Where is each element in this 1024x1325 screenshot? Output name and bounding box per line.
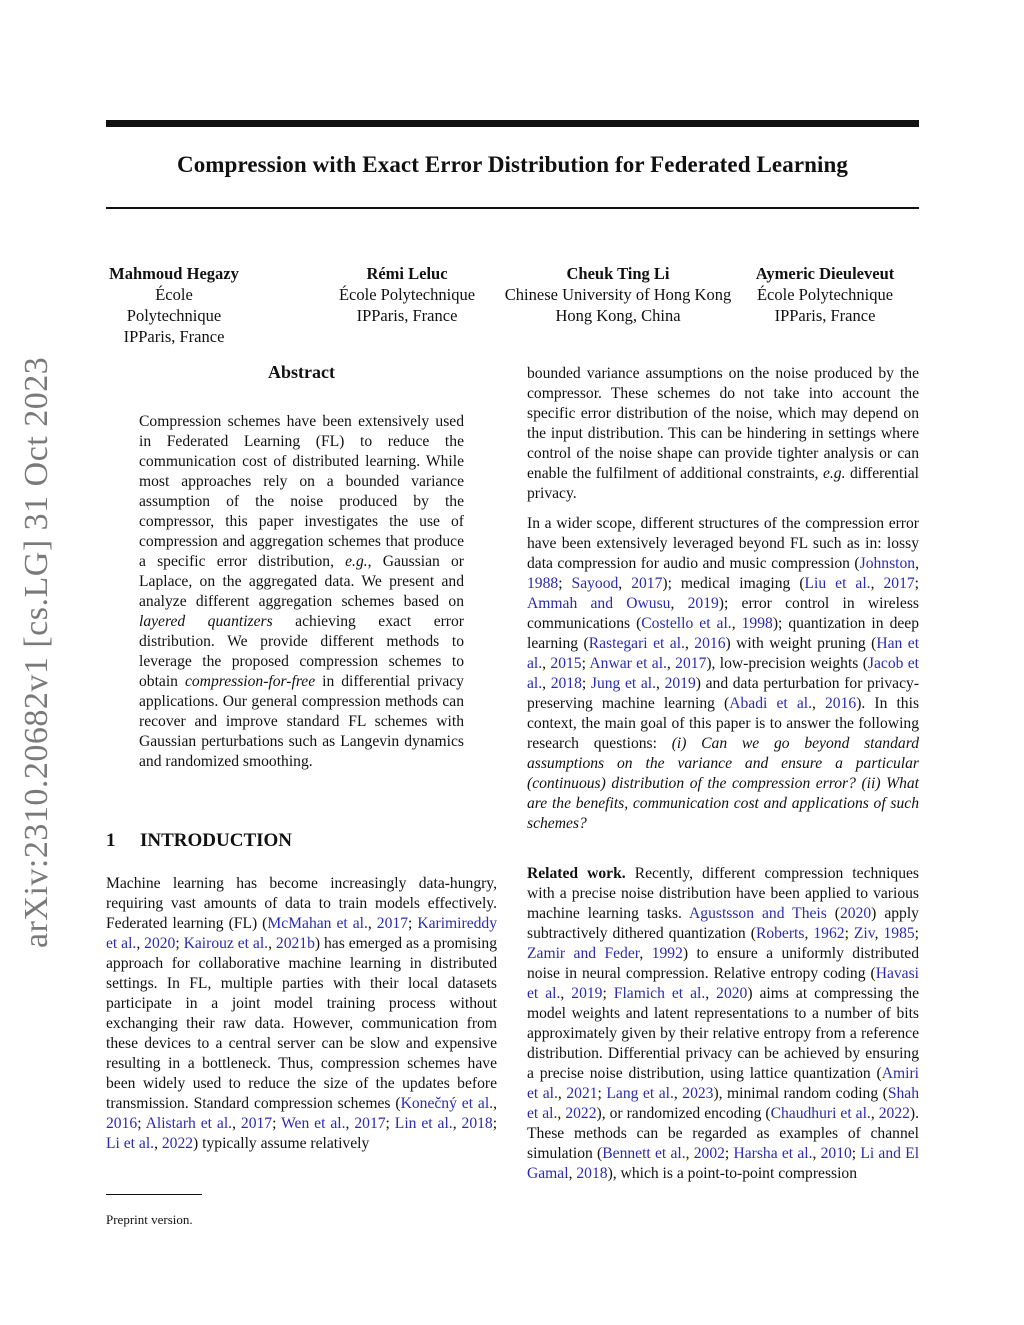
text-run: , bbox=[136, 935, 145, 952]
text-run: differential privacy. bbox=[527, 465, 919, 502]
text-run: ) has emerged as a promising approach for collaborative machine learning in distributed settings. In FL, multiple parties with their local datasets participate in a joint model training process without exchanging their raw data. However, communication from these devices to a central server can be slow and expensive resulting in a bottleneck. Thus, compression schemes have been widely used to reduce the size of the updates before transmission. Standard compression schemes ( bbox=[106, 935, 498, 1112]
text-run: ), minimal random coding ( bbox=[713, 1085, 888, 1102]
author-block-3 bbox=[493, 263, 743, 326]
text-run: ; bbox=[492, 1115, 498, 1132]
text-run: achieving exact error distribution. We provide different methods to leverage the proposed compression schemes to obtain bbox=[139, 613, 464, 690]
text-run: ( bbox=[826, 905, 840, 922]
citation-link[interactable]: 2002 bbox=[693, 1145, 725, 1162]
text-run: , bbox=[731, 615, 742, 632]
text-run: Recently, different compression techniques with a precise noise distribution have been applied to various machine learning tasks. bbox=[527, 865, 919, 922]
citation-link[interactable]: Harsha et al. bbox=[733, 1145, 813, 1162]
citation-link[interactable]: Ammah and Owusu bbox=[527, 595, 671, 612]
run-in-heading: Related work. bbox=[527, 865, 626, 882]
citation-link[interactable]: 2017 bbox=[675, 655, 707, 672]
text-run: , bbox=[705, 985, 717, 1002]
text-run: ); medical imaging ( bbox=[662, 575, 805, 592]
emphasis-text: e.g. bbox=[822, 465, 846, 482]
section-title: INTRODUCTION bbox=[140, 830, 293, 851]
text-run: , bbox=[804, 925, 814, 942]
citation-link[interactable]: 2016 bbox=[106, 1115, 138, 1132]
text-run: ) and data perturbation for privacy-preserving machine learning ( bbox=[527, 675, 920, 712]
text-run: ; bbox=[844, 925, 854, 942]
text-run: bounded variance assumptions on the noise produced by the compressor. These schemes do not take into account the specific error distribution of the noise, which may depend on the input distribution. This can be hindering in settings where control of the noise shape can provide tighter analysis or can enable the fulfilment of additional constraints, bbox=[527, 365, 919, 482]
text-run: ; bbox=[581, 675, 591, 692]
text-run: ; bbox=[385, 1115, 395, 1132]
text-run: ), or randomized encoding ( bbox=[596, 1105, 771, 1122]
citation-link[interactable]: 2016 bbox=[694, 635, 726, 652]
section-number: 1 bbox=[106, 830, 116, 851]
text-run: , bbox=[452, 1115, 462, 1132]
citation-link[interactable]: 2021 bbox=[566, 1085, 598, 1102]
text-run: ; bbox=[602, 985, 614, 1002]
text-run: ) apply subtractively dithered quantization ( bbox=[527, 905, 919, 942]
citation-link[interactable]: 2017 bbox=[240, 1115, 273, 1132]
citation-link[interactable]: Zamir and Feder bbox=[527, 945, 640, 962]
citation-link[interactable]: Jung et al. bbox=[590, 675, 657, 692]
citation-link[interactable]: 2010 bbox=[820, 1145, 852, 1162]
text-run: ; bbox=[724, 1145, 734, 1162]
citation-link[interactable]: 2022 bbox=[878, 1105, 910, 1122]
citation-link[interactable]: 2017 bbox=[354, 1115, 386, 1132]
citation-link[interactable]: Johnston bbox=[859, 555, 916, 572]
author-block-1 bbox=[106, 263, 242, 347]
citation-link[interactable]: 2017 bbox=[631, 575, 663, 592]
title-bottom-rule bbox=[106, 207, 919, 209]
author-block-2 bbox=[333, 263, 481, 326]
citation-link[interactable]: 1985 bbox=[883, 925, 915, 942]
emphasis-text: layered quantizers bbox=[139, 613, 273, 630]
abstract-text bbox=[139, 412, 464, 772]
text-run: , bbox=[870, 1105, 879, 1122]
citation-link[interactable]: Sayood bbox=[571, 575, 619, 592]
text-run: ), low-precision weights ( bbox=[706, 655, 868, 672]
citation-link[interactable]: Costello et al. bbox=[641, 615, 732, 632]
text-run: , bbox=[670, 595, 688, 612]
author-name: Rémi Leluc bbox=[366, 264, 448, 283]
text-run: , bbox=[345, 1115, 355, 1132]
text-run: ; bbox=[597, 1085, 607, 1102]
text-run: , bbox=[811, 695, 825, 712]
citation-link[interactable]: Havasi et al. bbox=[527, 965, 919, 1002]
text-run: ) aims at compressing the model weights and latent representations to a number of bits approximately given by their relative entropy from a reference distribution. Differential privacy can be achieved by ensuring a precise noise distribution, using lattice quantization ( bbox=[527, 985, 920, 1082]
citation-link[interactable]: Bennett et al. bbox=[602, 1145, 686, 1162]
author-name: Aymeric Dieuleveut bbox=[755, 264, 895, 283]
citation-link[interactable]: 1988 bbox=[527, 575, 559, 592]
text-run: , bbox=[542, 655, 551, 672]
text-run: , Gaussian or Laplace, on the aggregated data. We present and analyze different aggregation schemes based on bbox=[139, 553, 464, 610]
citation-link[interactable]: Lang et al. bbox=[606, 1085, 674, 1102]
text-run: Machine learning has become increasingly data-hungry, requiring vast amounts of data to train models effectively. Federated learning (FL) ( bbox=[106, 875, 497, 932]
text-run: in differential privacy applications. Our general compression methods can recover and improve standard FL schemes with Gaussian perturbations such as Langevin dynamics and randomized smoothing. bbox=[139, 673, 464, 770]
text-run: , bbox=[639, 945, 652, 962]
text-run: , bbox=[542, 675, 551, 692]
citation-link[interactable]: Rastegari et al. bbox=[588, 635, 685, 652]
citation-link[interactable]: Shah et al. bbox=[527, 1085, 920, 1122]
text-run: , bbox=[870, 575, 884, 592]
citation-link[interactable]: Roberts bbox=[755, 925, 805, 942]
text-run: ) typically assume relatively bbox=[193, 1135, 370, 1152]
text-run: ; bbox=[581, 655, 590, 672]
text-run: , bbox=[685, 1145, 694, 1162]
citation-link[interactable]: Amiri et al. bbox=[527, 1065, 919, 1102]
text-run: , bbox=[673, 1085, 683, 1102]
text-run: ); error control in wireless communications ( bbox=[527, 595, 919, 632]
citation-link[interactable]: Abadi et al. bbox=[729, 695, 812, 712]
text-run: , bbox=[684, 635, 695, 652]
citation-link[interactable]: 2022 bbox=[161, 1135, 194, 1152]
citation-link[interactable]: 1992 bbox=[651, 945, 683, 962]
citation-link[interactable]: Li and El Gamal bbox=[527, 1145, 920, 1182]
citation-link[interactable]: Karimireddy et al. bbox=[106, 915, 498, 952]
citation-link[interactable]: 2021b bbox=[275, 935, 315, 952]
text-run: ; bbox=[407, 915, 418, 932]
citation-link[interactable]: 2017 bbox=[376, 915, 408, 932]
citation-link[interactable]: 2016 bbox=[825, 695, 857, 712]
text-run: , bbox=[232, 1115, 241, 1132]
author-location: IPParis, France bbox=[356, 306, 458, 325]
citation-link[interactable]: 2020 bbox=[716, 985, 748, 1002]
emphasis-text: e.g. bbox=[345, 553, 368, 570]
citation-link[interactable]: 2020 bbox=[144, 935, 176, 952]
citation-link[interactable]: Lin et al. bbox=[394, 1115, 453, 1132]
text-run: , bbox=[915, 555, 919, 572]
text-run: ) to ensure a uniformly distributed noise in neural compression. Relative entropy coding ( bbox=[527, 945, 920, 982]
text-run: In a wider scope, different structures of the compression error have been extensively leveraged beyond FL such as in: lossy data compression for audio and music compression ( bbox=[527, 515, 919, 572]
citation-link[interactable]: Liu et al. bbox=[804, 575, 871, 592]
text-run: , bbox=[557, 1105, 566, 1122]
citation-link[interactable]: 2020 bbox=[839, 905, 872, 922]
text-run: ). In this context, the main goal of this paper is to answer the following research questions: bbox=[527, 695, 920, 752]
text-run: ; bbox=[558, 575, 572, 592]
citation-link[interactable]: Li et al. bbox=[106, 1135, 155, 1152]
author-name: Mahmoud Hegazy bbox=[109, 264, 239, 283]
text-run: ). These methods can be regarded as examples of channel simulation ( bbox=[527, 1105, 920, 1162]
author-location: IPParis, France bbox=[123, 327, 225, 346]
emphasis-text: compression-for-free bbox=[184, 673, 316, 690]
citation-link[interactable]: 2018 bbox=[576, 1165, 608, 1182]
text-run: Compression schemes have been extensively used in Federated Learning (FL) to reduce the communication cost of distributed learning. While most approaches rely on a bounded variance assumption of the noise produced by the compressor, this paper investigates the use of compression and aggregation schemes that produce a specific error distribution, bbox=[139, 413, 464, 570]
citation-link[interactable]: 2018 bbox=[550, 675, 582, 692]
text-run: , bbox=[367, 915, 377, 932]
text-run: , bbox=[560, 985, 572, 1002]
text-run: ; bbox=[914, 575, 919, 592]
text-run: , bbox=[618, 575, 632, 592]
citation-link[interactable]: 2018 bbox=[461, 1115, 493, 1132]
citation-link[interactable]: 2022 bbox=[565, 1105, 597, 1122]
section-heading bbox=[106, 830, 292, 852]
citation-link[interactable]: Agustsson and Theis bbox=[689, 905, 827, 922]
citation-link[interactable]: 2023 bbox=[682, 1085, 714, 1102]
citation-link[interactable]: Han et al. bbox=[527, 635, 920, 672]
author-name: Cheuk Ting Li bbox=[566, 264, 670, 283]
author-location: Hong Kong, China bbox=[555, 306, 681, 325]
citation-link[interactable]: Wen et al. bbox=[281, 1115, 346, 1132]
citation-link[interactable]: Chaudhuri et al. bbox=[770, 1105, 871, 1122]
emphasis-text: (i) Can we go beyond standard assumptions on the variance and ensure a particular (continuous) distribution of the compression error? (ii) What are the benefits, communication cost and applications of such schemes? bbox=[527, 735, 919, 832]
citation-link[interactable]: 1998 bbox=[741, 615, 773, 632]
text-run: ; bbox=[137, 1115, 146, 1132]
title-top-rule bbox=[106, 120, 919, 127]
citation-link[interactable]: 2015 bbox=[550, 655, 582, 672]
text-run: , bbox=[874, 925, 884, 942]
citation-link[interactable]: Jacob et al. bbox=[527, 655, 920, 692]
citation-link[interactable]: 1962 bbox=[813, 925, 845, 942]
author-affiliation: Chinese University of Hong Kong bbox=[504, 285, 732, 304]
citation-link[interactable]: 2017 bbox=[883, 575, 915, 592]
text-run: , bbox=[493, 1095, 497, 1112]
intro-paragraph bbox=[106, 874, 497, 1154]
abstract-heading: Abstract bbox=[268, 362, 335, 382]
text-run: , bbox=[812, 1145, 821, 1162]
related-work-paragraph bbox=[527, 864, 919, 1184]
author-affiliation: École Polytechnique bbox=[126, 285, 222, 325]
text-run: , bbox=[666, 655, 676, 672]
text-run: , bbox=[557, 1085, 567, 1102]
citation-link[interactable]: Ziv bbox=[853, 925, 875, 942]
citation-link[interactable]: Alistarh et al. bbox=[145, 1115, 233, 1132]
text-run: ; bbox=[272, 1115, 282, 1132]
text-run: ; bbox=[914, 925, 920, 942]
paper-title: Compression with Exact Error Distribution for Federated Learning bbox=[176, 152, 849, 177]
citation-link[interactable]: 2019 bbox=[664, 675, 696, 692]
right-column-paragraph-1 bbox=[527, 364, 919, 504]
text-run: ) with weight pruning ( bbox=[725, 635, 877, 652]
author-block-4 bbox=[738, 263, 912, 326]
citation-link[interactable]: 2019 bbox=[571, 985, 603, 1002]
footnote: Preprint version. bbox=[106, 1212, 193, 1227]
citation-link[interactable]: Kairouz et al. bbox=[183, 935, 269, 952]
author-location: IPParis, France bbox=[774, 306, 876, 325]
text-run: , bbox=[154, 1135, 162, 1152]
citation-link[interactable]: 2019 bbox=[687, 595, 719, 612]
citation-link[interactable]: Flamich et al. bbox=[613, 985, 706, 1002]
text-run: , bbox=[268, 935, 276, 952]
right-column-paragraph-2 bbox=[527, 514, 919, 834]
text-run: , bbox=[656, 675, 665, 692]
footnote-rule bbox=[106, 1194, 202, 1195]
citation-link[interactable]: Anwar et al. bbox=[589, 655, 667, 672]
author-affiliation: École Polytechnique bbox=[756, 285, 894, 304]
author-affiliation: École Polytechnique bbox=[338, 285, 476, 304]
text-run: , bbox=[568, 1165, 577, 1182]
text-run: ; bbox=[175, 935, 184, 952]
text-run: ), which is a point-to-point compression bbox=[607, 1165, 858, 1182]
citation-link[interactable]: McMahan et al. bbox=[267, 915, 368, 932]
arxiv-identifier: arXiv:2310.20682v1 [cs.LG] 31 Oct 2023 bbox=[18, 356, 55, 948]
text-run: ; bbox=[851, 1145, 861, 1162]
text-run: ); quantization in deep learning ( bbox=[527, 615, 920, 652]
citation-link[interactable]: Konečný et al. bbox=[400, 1095, 494, 1112]
